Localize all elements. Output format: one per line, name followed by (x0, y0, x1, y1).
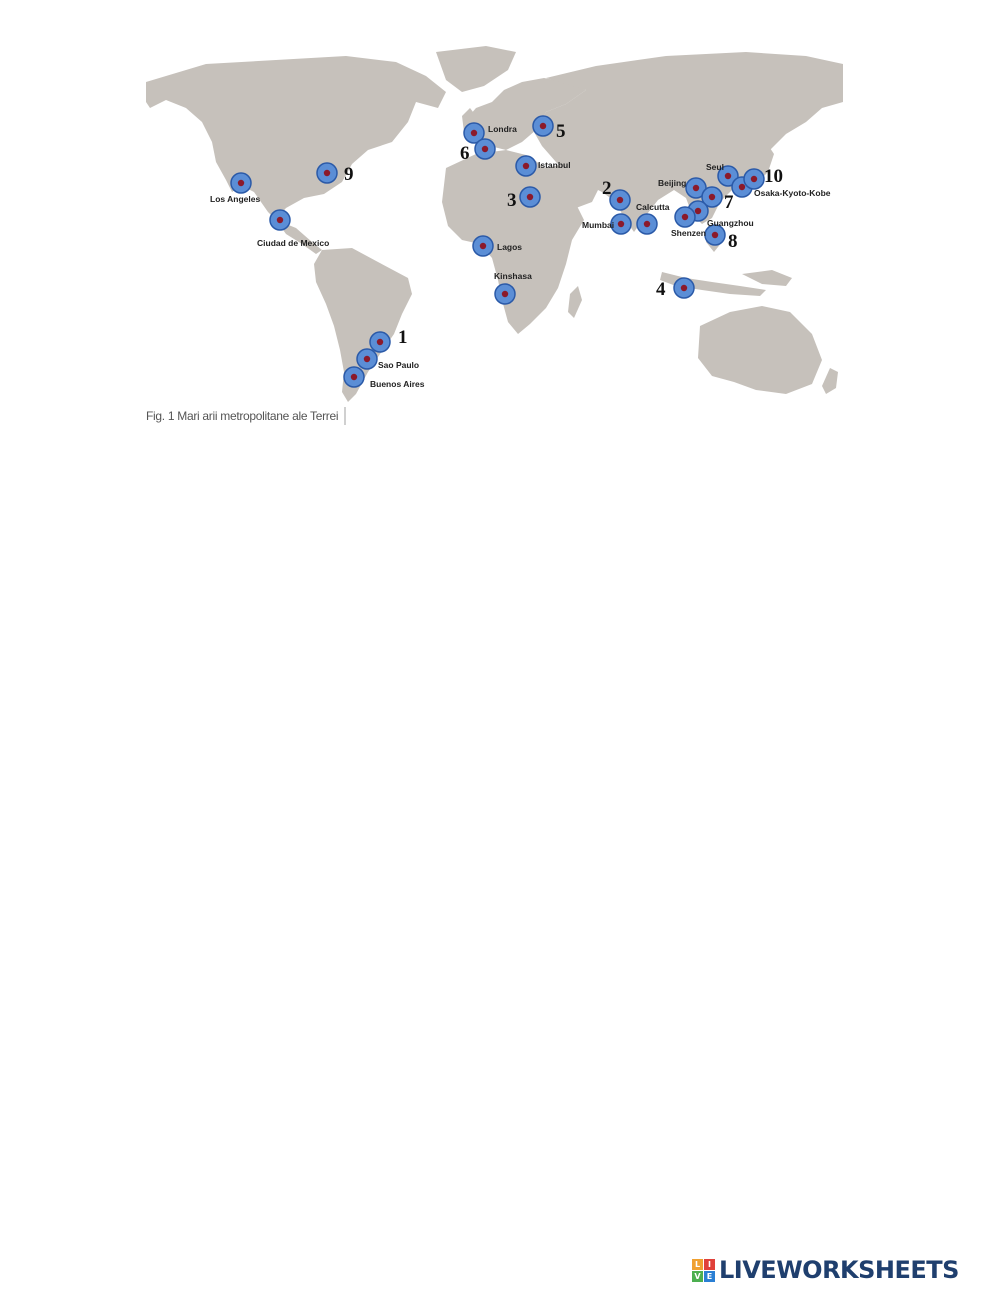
marker-sao-paulo (357, 349, 377, 369)
city-label-calcutta: Calcutta (636, 202, 670, 212)
logo-letter-i: I (704, 1259, 715, 1270)
city-label-los-angeles: Los Angeles (210, 194, 261, 204)
logo-letter-l: L (692, 1259, 703, 1270)
world-map-figure (146, 42, 843, 428)
marker-shenzen (675, 207, 695, 227)
marker-dot (693, 185, 699, 191)
marker-ciudad-de-mexico (270, 210, 290, 230)
marker-cairo (520, 187, 540, 207)
city-label-mumbai: Mumbai (582, 220, 615, 230)
city-label-osaka-kyoto-kobe: Osaka-Kyoto-Kobe (754, 188, 831, 198)
city-label-londra: Londra (488, 124, 517, 134)
city-label-seul: Seul (706, 162, 724, 172)
marker-dot (618, 221, 624, 227)
marker-dot (644, 221, 650, 227)
marker-dot (471, 130, 477, 136)
marker-dot (712, 232, 718, 238)
rank-number-9: 9 (344, 164, 354, 185)
rank-number-3: 3 (507, 190, 517, 211)
marker-rio (370, 332, 390, 352)
marker-dot (681, 285, 687, 291)
marker-dot (739, 184, 745, 190)
marker-buenos-aires (344, 367, 364, 387)
rank-number-7: 7 (724, 192, 734, 213)
rank-number-4: 4 (656, 279, 666, 300)
city-label-kinshasa: Kinshasa (494, 271, 532, 281)
figure-caption: Fig. 1 Mari arii metropolitane ale Terrei (146, 407, 346, 425)
rank-number-10: 10 (764, 166, 783, 187)
marker-dot (527, 194, 533, 200)
marker-jakarta (674, 278, 694, 298)
marker-delhi (610, 190, 630, 210)
marker-paris (475, 139, 495, 159)
city-label-ciudad-de-mexico: Ciudad de Mexico (257, 238, 330, 248)
city-label-sao-paulo: Sao Paulo (378, 360, 420, 370)
world-map (146, 42, 843, 408)
marker-tokyo (744, 169, 764, 189)
marker-dot (751, 176, 757, 182)
marker-new-york (317, 163, 337, 183)
marker-los-angeles (231, 173, 251, 193)
marker-dot (480, 243, 486, 249)
rank-number-1: 1 (398, 327, 408, 348)
marker-dot (351, 374, 357, 380)
city-label-beijing: Beijing (658, 178, 687, 188)
marker-dot (695, 208, 701, 214)
marker-dot (617, 197, 623, 203)
marker-dot (523, 163, 529, 169)
marker-dot (725, 173, 731, 179)
marker-dot (364, 356, 370, 362)
city-label-buenos-aires: Buenos Aires (370, 379, 425, 389)
logo-letter-e: E (704, 1271, 715, 1282)
brand-footer[interactable] (692, 1254, 959, 1286)
marker-calcutta (637, 214, 657, 234)
rank-number-5: 5 (556, 121, 566, 142)
marker-lagos (473, 236, 493, 256)
city-label-istanbul: Istanbul (538, 160, 571, 170)
marker-dot (324, 170, 330, 176)
marker-dot (277, 217, 283, 223)
marker-dot (709, 194, 715, 200)
rank-number-6: 6 (460, 143, 470, 164)
city-label-lagos: Lagos (497, 242, 523, 252)
city-label-shenzen: Shenzen (671, 228, 706, 238)
rank-number-2: 2 (602, 178, 612, 199)
brand-name: LIVEWORKSHEETS (719, 1256, 959, 1284)
marker-dot (482, 146, 488, 152)
marker-moscow (533, 116, 553, 136)
marker-istanbul (516, 156, 536, 176)
city-label-guangzhou: Guangzhou (707, 218, 754, 228)
marker-dot (502, 291, 508, 297)
logo-letter-v: V (692, 1271, 703, 1282)
marker-dot (682, 214, 688, 220)
marker-dot (540, 123, 546, 129)
liveworksheets-logo-icon (692, 1259, 715, 1282)
rank-number-8: 8 (728, 231, 738, 252)
marker-dot (377, 339, 383, 345)
marker-kinshasa (495, 284, 515, 304)
marker-manila (705, 225, 725, 245)
marker-dot (238, 180, 244, 186)
